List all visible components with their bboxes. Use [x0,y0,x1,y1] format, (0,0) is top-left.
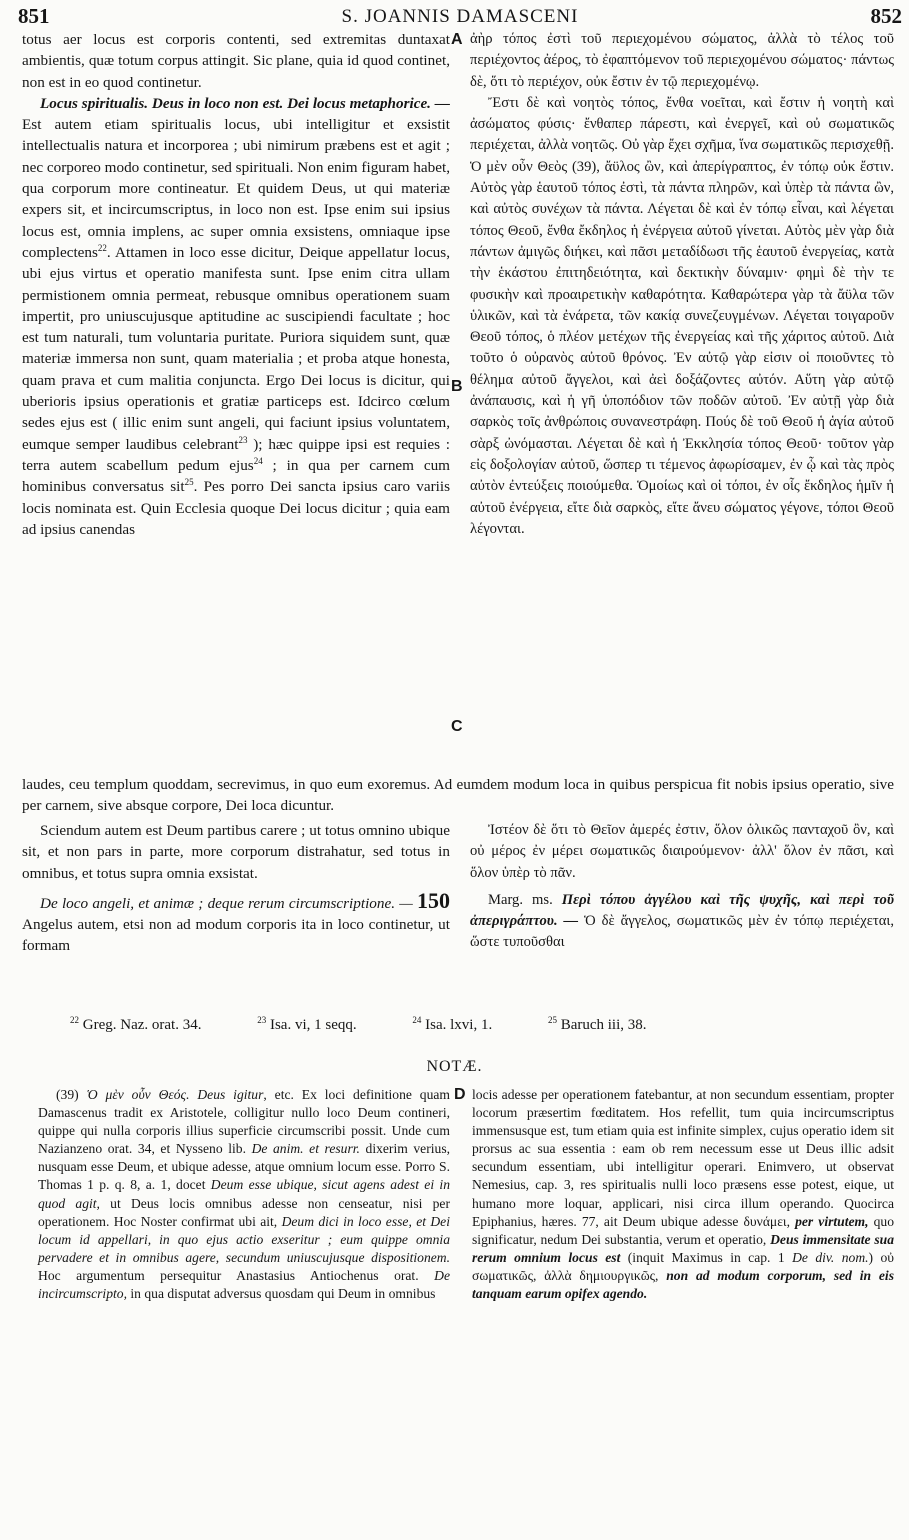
notes-heading: NOTÆ. [426,1058,483,1075]
footnote [70,1017,227,1033]
note-italic: De incircumscripto, [38,1267,450,1302]
note-text: , etc. Ex loci definitione quam Damascenus tradit ex Aristotele, colligitur nullo loco Deum contineri, quippe qui nulla corporis illius superficie circumscribi possit. Unde cum Nazianzeno orat. 34, et Nysseno lib. [38,1087,450,1157]
footnote [548,1017,673,1033]
note-text: locis adesse per operationem fatebantur, at non secundum essentiam, propter locorum præsertim fœditatem. Hos refellit, tum quia incircumscriptus immensusque est, tum etiam quia est infinite simplex, cujus operatio idem sit prorsus ac sua essentia : eam ob rem necessum esse ut Deus illic adsit secundum essentiam, ubi intelligitur operari. Enimvero, ut observat Nemesius, cap. 3, res spiritualis nulli loco præsens esse potest, eique, ut humano more loquar, applicari, nisi circa illum operando. Quocirca Epiphanius, hæres. 77, ait Deum ubique adesse δυνάμει, [472,1087,894,1229]
note-italic: Deum dici in loco esse, et Dei locum id appellari, in quo ejus actio exseritur ; eum quippe omnia pervadere et in omnibus agere, secundum uniuscujusque dispositionem. [38,1213,450,1265]
note-paragraph [38,1086,450,1303]
footnote-text: Baruch iii, 38. [560,1017,647,1033]
margin-mark-a: A [451,31,463,48]
greek-paragraph: Ἰστέον δὲ ὅτι τὸ Θεῖον ἀμερές ἐστιν, ὅλον ὁλικῶς πανταχοῦ ὂν, καὶ οὐ μέρος ἐν μέρει σωματικῶς διαιρούμενον· ἀλλ' ὅλον ἐν πᾶσι, καὶ ὅλον ὑπὲρ τὸ πᾶν. [470,822,894,881]
footnote-number: 24 [412,1015,422,1025]
notes-column-left [38,1086,450,1303]
latin-continuation: laudes, ceu templum quoddam, secrevimus, in quo eum exoremus. Ad eumdem modum loca in quibus perspicua fit nobis ipsius operatio, sive per carnem, sive absque corpore, Dei loca dicuntur. [22,776,894,815]
footnote [412,1017,518,1033]
latin-column-bottom [22,820,450,957]
note-text: ut Deus locis omnibus adesse non censeatur, nisi per operationem. Hoc Noster confirmat ubi ait, [38,1195,450,1229]
greek-text: Ὁ δὲ ἄγγελος, σωματικῶς μὲν ἐν τόπῳ περιέχεται, ὥστε τυποῦσθαι [470,913,894,951]
note-italic: non ad modum corporum, sed in eis tanquam earum opifex agendo. [472,1267,894,1302]
latin-text: ; in qua per carnem cum hominibus conversatus sit [22,456,450,496]
page-number-right: 852 [870,4,902,28]
latin-text: Est autem etiam spiritualis locus, ubi intelligitur et exsistit intellectualis natura et incorporea ; ubi nimirum præbens est et agit ; nec corporeo modo continetur, sed spirituali. Non enim figuram habet, qua corporum more contineatur. Et quidem Deus, ut qui materiæ expers sit, et incircumscriptus, in loco non est. Ipse enim sui ipsius locus est, omnia implens, ac super omnia exsistens, omniaque ipse complectens [22,116,450,261]
footnote-text: Isa. lxvi, 1. [425,1017,493,1033]
greek-column-top [470,29,894,540]
latin-paragraph: totus aer locus est corporis contenti, sed extremitas duntaxat ambientis, quæ totum corpus attingit. Sic plane, quia id quod continet, non est in eo quod continetur. [22,31,450,91]
greek-paragraph: Ἔστι δὲ καὶ νοητὸς τόπος, ἔνθα νοεῖται, καὶ ἔστιν ἡ νοητὴ καὶ ἀσώματος φύσις· ἔνθαπερ πάρεστι, καὶ ἐνεργεῖ, καὶ οὐ σωματικῶς περιέχεται, ἀλλὰ νοητῶς. Οὐ γὰρ ἔχει σχῆμα, ἵνα σωματικῶς περισχεθῇ. Ὁ μὲν οὖν Θεὸς (39), ἄϋλος ὢν, καὶ ἀπερίγραπτος, ἐν τόπῳ οὐκ ἔστιν. Αὐτὸς γὰρ ἑαυτοῦ τόπος ἐστὶ, τὰ πάντα πληρῶν, καὶ ὑπὲρ τὰ πάντα ὢν, καὶ αὐτὸς συνέχων τὰ πάντα. Λέγεται δὲ καὶ ἐν τόπῳ εἶναι, καὶ λέγεται τόπος Θεοῦ, ἔνθα ἔκδηλος ἡ ἐνέργεια αὐτοῦ γίνεται. Αὐτὸς μὲν γὰρ διὰ πάντων ἀμιγῶς διήκει, καὶ πᾶσι μεταδίδωσι τῆς ἑαυτοῦ ἐνεργείας, κατὰ τὴν ἑκάστου ἐπιτηδειότητα, καὶ δεκτικὴν δύναμιν· φημὶ δὲ τὴν τε φυσικὴν καὶ προαιρετικὴν καθαρότητα. Καθαρώτερα γὰρ τὰ ἄϋλα τῶν ὑλικῶν, καὶ τὰ ἐνάρετα, τῶν κακίᾳ συνεζευγμένων. Λέγεται τοιγαροῦν Θεοῦ τόπος, ὁ πλέον μετέχων τῆς ἐνεργείας καὶ τῆς χάριτος αὐτοῦ. Διὰ τοῦτο ὁ οὐρανὸς αὐτοῦ θρόνος. Ἐν αὐτῷ γὰρ εἰσιν οἱ ποιοῦντες τὸ θέλημα αὐτοῦ ἄγγελοι, καὶ ἀεὶ δοξάζοντες αὐτόν. Αὕτη γὰρ αὐτῷ ἀνάπαυσις, καὶ ἡ γῆ ὑποπόδιον τῶν ποδῶν αὐτοῦ. Ἐν αὐτῇ γὰρ διὰ σαρκὸς τοῖς ἀνθρώποις συνανεστράφη. Πούς δὲ τοῦ Θεοῦ ἡ ἁγία αὐτοῦ σὰρξ ὠνόμασται. Λέγεται δὲ καὶ ἡ Ἐκκλησία τόπος Θεοῦ· τοῦτον γὰρ εἰς δοξολογίαν αὐτοῦ, ὥσπερ τι τέμενος ἀφωρίσαμεν, ἐν ᾧ καὶ τὰς πρὸς αὐτὸν ἐντεύξεις ποιούμεθα. Ὁμοίως καὶ οἱ τόποι, ἐν οἷς ἔκδηλος ἡμῖν ἡ αὐτοῦ ἐνέργεια, εἴτε διὰ σαρκὸς, εἴτε ἄνευ σώματος γέγονε, τόποι Θεοῦ λέγονται. [470,94,894,537]
greek-paragraph-angel [470,890,894,954]
section-number: 150 [417,887,451,913]
note-text: Hoc argumentum persequitur Anastasius Antiochenus orat. [38,1267,435,1283]
running-title: S. JOANNIS DAMASCENI [341,6,579,27]
footnote-ref: 25 [184,477,194,488]
latin-paragraph: Sciendum autem est Deum partibus carere ; ut totus omnino ubique sit, et non pars in parte, more corporum distrahatur, sed totus in omnibus, et totus supra omnia exsistat. [22,822,450,882]
margin-ms-label: Marg. ms. [488,891,562,908]
note-italic: Deus immensitate sua rerum omnium locus est [472,1231,894,1265]
latin-text: ); hæc quippe ipsi est requies : terra autem scabellum pedum ejus [22,435,451,474]
note-italic: per virtutem, [795,1213,869,1229]
footnote-ref: 23 [238,434,248,445]
note-lemma: Ὁ μὲν οὖν Θεός. Deus igitur [86,1087,264,1102]
footnote-number: 22 [70,1015,79,1025]
latin-paragraph-angel [22,887,451,957]
latin-paragraph-spiritual-place [22,93,450,540]
note-text: (inquit Maximus in cap. 1 [620,1249,793,1265]
note-text: ) οὐ σωματικῶς, ἀλλὰ δημιουργικῶς, [472,1249,895,1283]
footnote-text: Greg. Naz. orat. 34. [82,1017,202,1033]
note-italic: De anim. et resurr. [251,1141,360,1157]
section-heading: Locus spiritualis. Deus in loco non est. Dei locus metaphorice. — [40,94,450,112]
footnote-ref: 24 [253,455,263,466]
note-text: in qua disputat adversus quosdam qui Deum in omnibus [126,1286,436,1302]
footnote-ref: 22 [97,242,107,253]
running-header [18,4,902,30]
note-italic: De div. nom. [792,1249,869,1265]
footnote-number: 23 [257,1015,267,1025]
note-text: quo significatur, nedum Dei substantia, verum et operatio, [472,1213,894,1247]
latin-text: . Pes porro Dei sancta ipsius caro variis locis nominata est. Quin Ecclesia quoque Dei locus dicitur ; quia eam ad ipsius canendas [22,478,450,538]
latin-text: Angelus autem, etsi non ad modum corporis ita in loco continetur, ut formam [22,916,450,955]
latin-text: . Attamen in loco esse dicitur, Deique appellatur locus, ubi ejus virtus et operatio manifesta sunt. Ipse enim citra ullam permistionem omnia permeat, rebusque omnibus operationem suam impertit, pro uniuscujusque aptitudine ac suscipiendi facultate ; hoc est tum naturali, tum voluntaria puritate. Puriora siquidem sunt, quæ materiæ immersa non sunt, quam materialia ; et proba atque honesta, quam prava et cum malitia conjuncta. Ergo Dei locus is dicitur, qui uberioris ipsius operationis et gratiæ particeps est. Idcirco cœlum sedes ejus est ( illic enim sunt angeli, qui faciunt ipsius voluntatem, eumque semper laudibus celebrant [22,243,450,453]
footnotes [70,1017,890,1034]
footnote-text: Isa. vi, 1 seqq. [269,1017,357,1033]
margin-mark-d: D [454,1086,466,1103]
greek-paragraph: ἀὴρ τόπος ἐστὶ τοῦ περιεχομένου σώματος, ἀλλὰ τὸ τέλος τοῦ περιέχοντος ἀέρος, τὸ ἐφαπτόμενον τοῦ περιεχομένου σώματος· πάντως δὲ, ὅτι τὸ περιέχον, οὐκ ἔστιν ἐν τῷ περιεχομένῳ. [470,31,894,90]
note-number: (39) [56,1087,87,1102]
latin-column-top [22,29,450,540]
margin-mark-b: B [451,378,463,395]
note-text: dixerim verius, nusquam esse Deum, et ubique adesse, atque omnium locum esse. Porro S. Thomas 1 p. q. 8, a. 1, docet [38,1141,451,1193]
margin-mark-c: C [451,718,463,735]
footnote-number: 25 [547,1015,557,1025]
note-italic: Deum esse ubique, sicut agens adest ei in quod agit, [38,1177,450,1211]
section-heading: Περὶ τόπου ἀγγέλου καὶ τῆς ψυχῆς, καὶ περὶ τοῦ ἀπεριγράπτου. — [470,891,894,930]
section-heading: De loco angeli, et animæ ; deque rerum circumscriptione. — [40,894,413,912]
full-width-line [22,774,894,817]
greek-column-bottom [470,820,894,954]
page-number-left: 851 [18,4,50,28]
note-paragraph [472,1086,894,1303]
footnote [257,1017,382,1033]
notes-column-right [472,1086,894,1303]
